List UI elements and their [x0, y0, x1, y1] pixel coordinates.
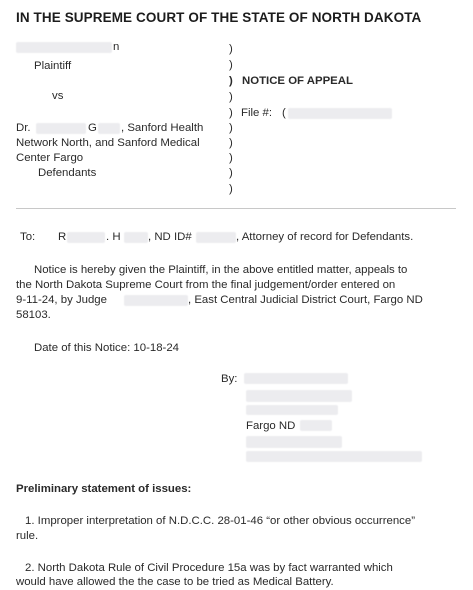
notice-line-2: the North Dakota Supreme Court from the final judgement/order entered on — [16, 279, 396, 291]
defendant-prefix: Dr. — [16, 122, 31, 134]
caption-divider — [16, 208, 456, 209]
redacted-attorney-last — [124, 232, 148, 243]
redacted-file-number — [288, 108, 392, 119]
redacted-defendant-last — [98, 123, 120, 134]
redacted-attorney-first — [67, 232, 105, 243]
caption-paren: ) — [229, 59, 233, 71]
issues-heading: Preliminary statement of issues: — [16, 483, 192, 495]
redacted-address-line-1 — [246, 390, 352, 402]
notice-line-3-start: 9-11-24, by Judge — [16, 294, 107, 306]
date-of-notice: Date of this Notice: 10-18-24 — [34, 342, 179, 354]
redacted-defendant-first — [36, 123, 86, 134]
caption-paren: ) — [229, 107, 233, 119]
redacted-signature — [244, 373, 348, 384]
redacted-address-line-2 — [246, 405, 338, 415]
attorney-of-record-text: , Attorney of record for Defendants. — [236, 231, 414, 243]
issue-1-line-2: rule. — [16, 530, 39, 542]
defendant-line1-rest: , Sanford Health — [121, 122, 204, 134]
attorney-initial: R — [58, 231, 67, 243]
defendants-label: Defendants — [38, 167, 97, 179]
caption-paren: ) — [229, 75, 233, 87]
signature-by-label: By: — [221, 373, 238, 385]
caption-paren: ) — [229, 122, 233, 134]
defendant-line3: Center Fargo — [16, 152, 84, 164]
signature-city: Fargo ND — [246, 420, 296, 432]
plaintiff-label: Plaintiff — [34, 60, 72, 72]
redacted-nd-id — [196, 232, 236, 243]
versus-label: vs — [52, 90, 64, 102]
issue-2-line-1: 2. North Dakota Rule of Civil Procedure 15a was by fact warranted which — [25, 562, 393, 574]
attorney-middle: . H — [106, 231, 121, 243]
caption-paren: ) — [229, 167, 233, 179]
notice-line-1: Notice is hereby given the Plaintiff, in the above entitled matter, appeals to — [34, 264, 408, 276]
caption-paren: ) — [229, 91, 233, 103]
caption-paren: ) — [229, 152, 233, 164]
defendant-initial: G — [88, 122, 97, 134]
notice-line-3-end: , East Central Judicial District Court, Fargo ND — [188, 294, 423, 306]
caption-paren: ) — [229, 43, 233, 55]
issue-2-line-2: would have allowed the the case to be tried as Medical Battery. — [16, 576, 334, 588]
issue-1-line-1: 1. Improper interpretation of N.D.C.C. 28-01-46 “or other obvious occurrence” — [25, 515, 415, 527]
redacted-phone — [246, 436, 342, 448]
defendant-line2: Network North, and Sanford Medical — [16, 137, 200, 149]
file-number-paren: ( — [282, 107, 286, 119]
caption-paren: ) — [229, 183, 233, 195]
plaintiff-name-fragment: n — [113, 41, 120, 53]
file-number-label: File #: — [241, 107, 273, 119]
redacted-plaintiff-name — [16, 42, 112, 53]
notice-title: NOTICE OF APPEAL — [242, 75, 353, 87]
redacted-email — [246, 451, 422, 462]
caption-paren: ) — [229, 137, 233, 149]
notice-line-4: 58103. — [16, 309, 51, 321]
redacted-zip — [300, 420, 332, 431]
court-title: IN THE SUPREME COURT OF THE STATE OF NORTH DAKOTA — [16, 10, 422, 25]
redacted-judge-name — [124, 295, 188, 306]
nd-id-label: , ND ID# — [148, 231, 192, 243]
to-label: To: — [20, 231, 36, 243]
